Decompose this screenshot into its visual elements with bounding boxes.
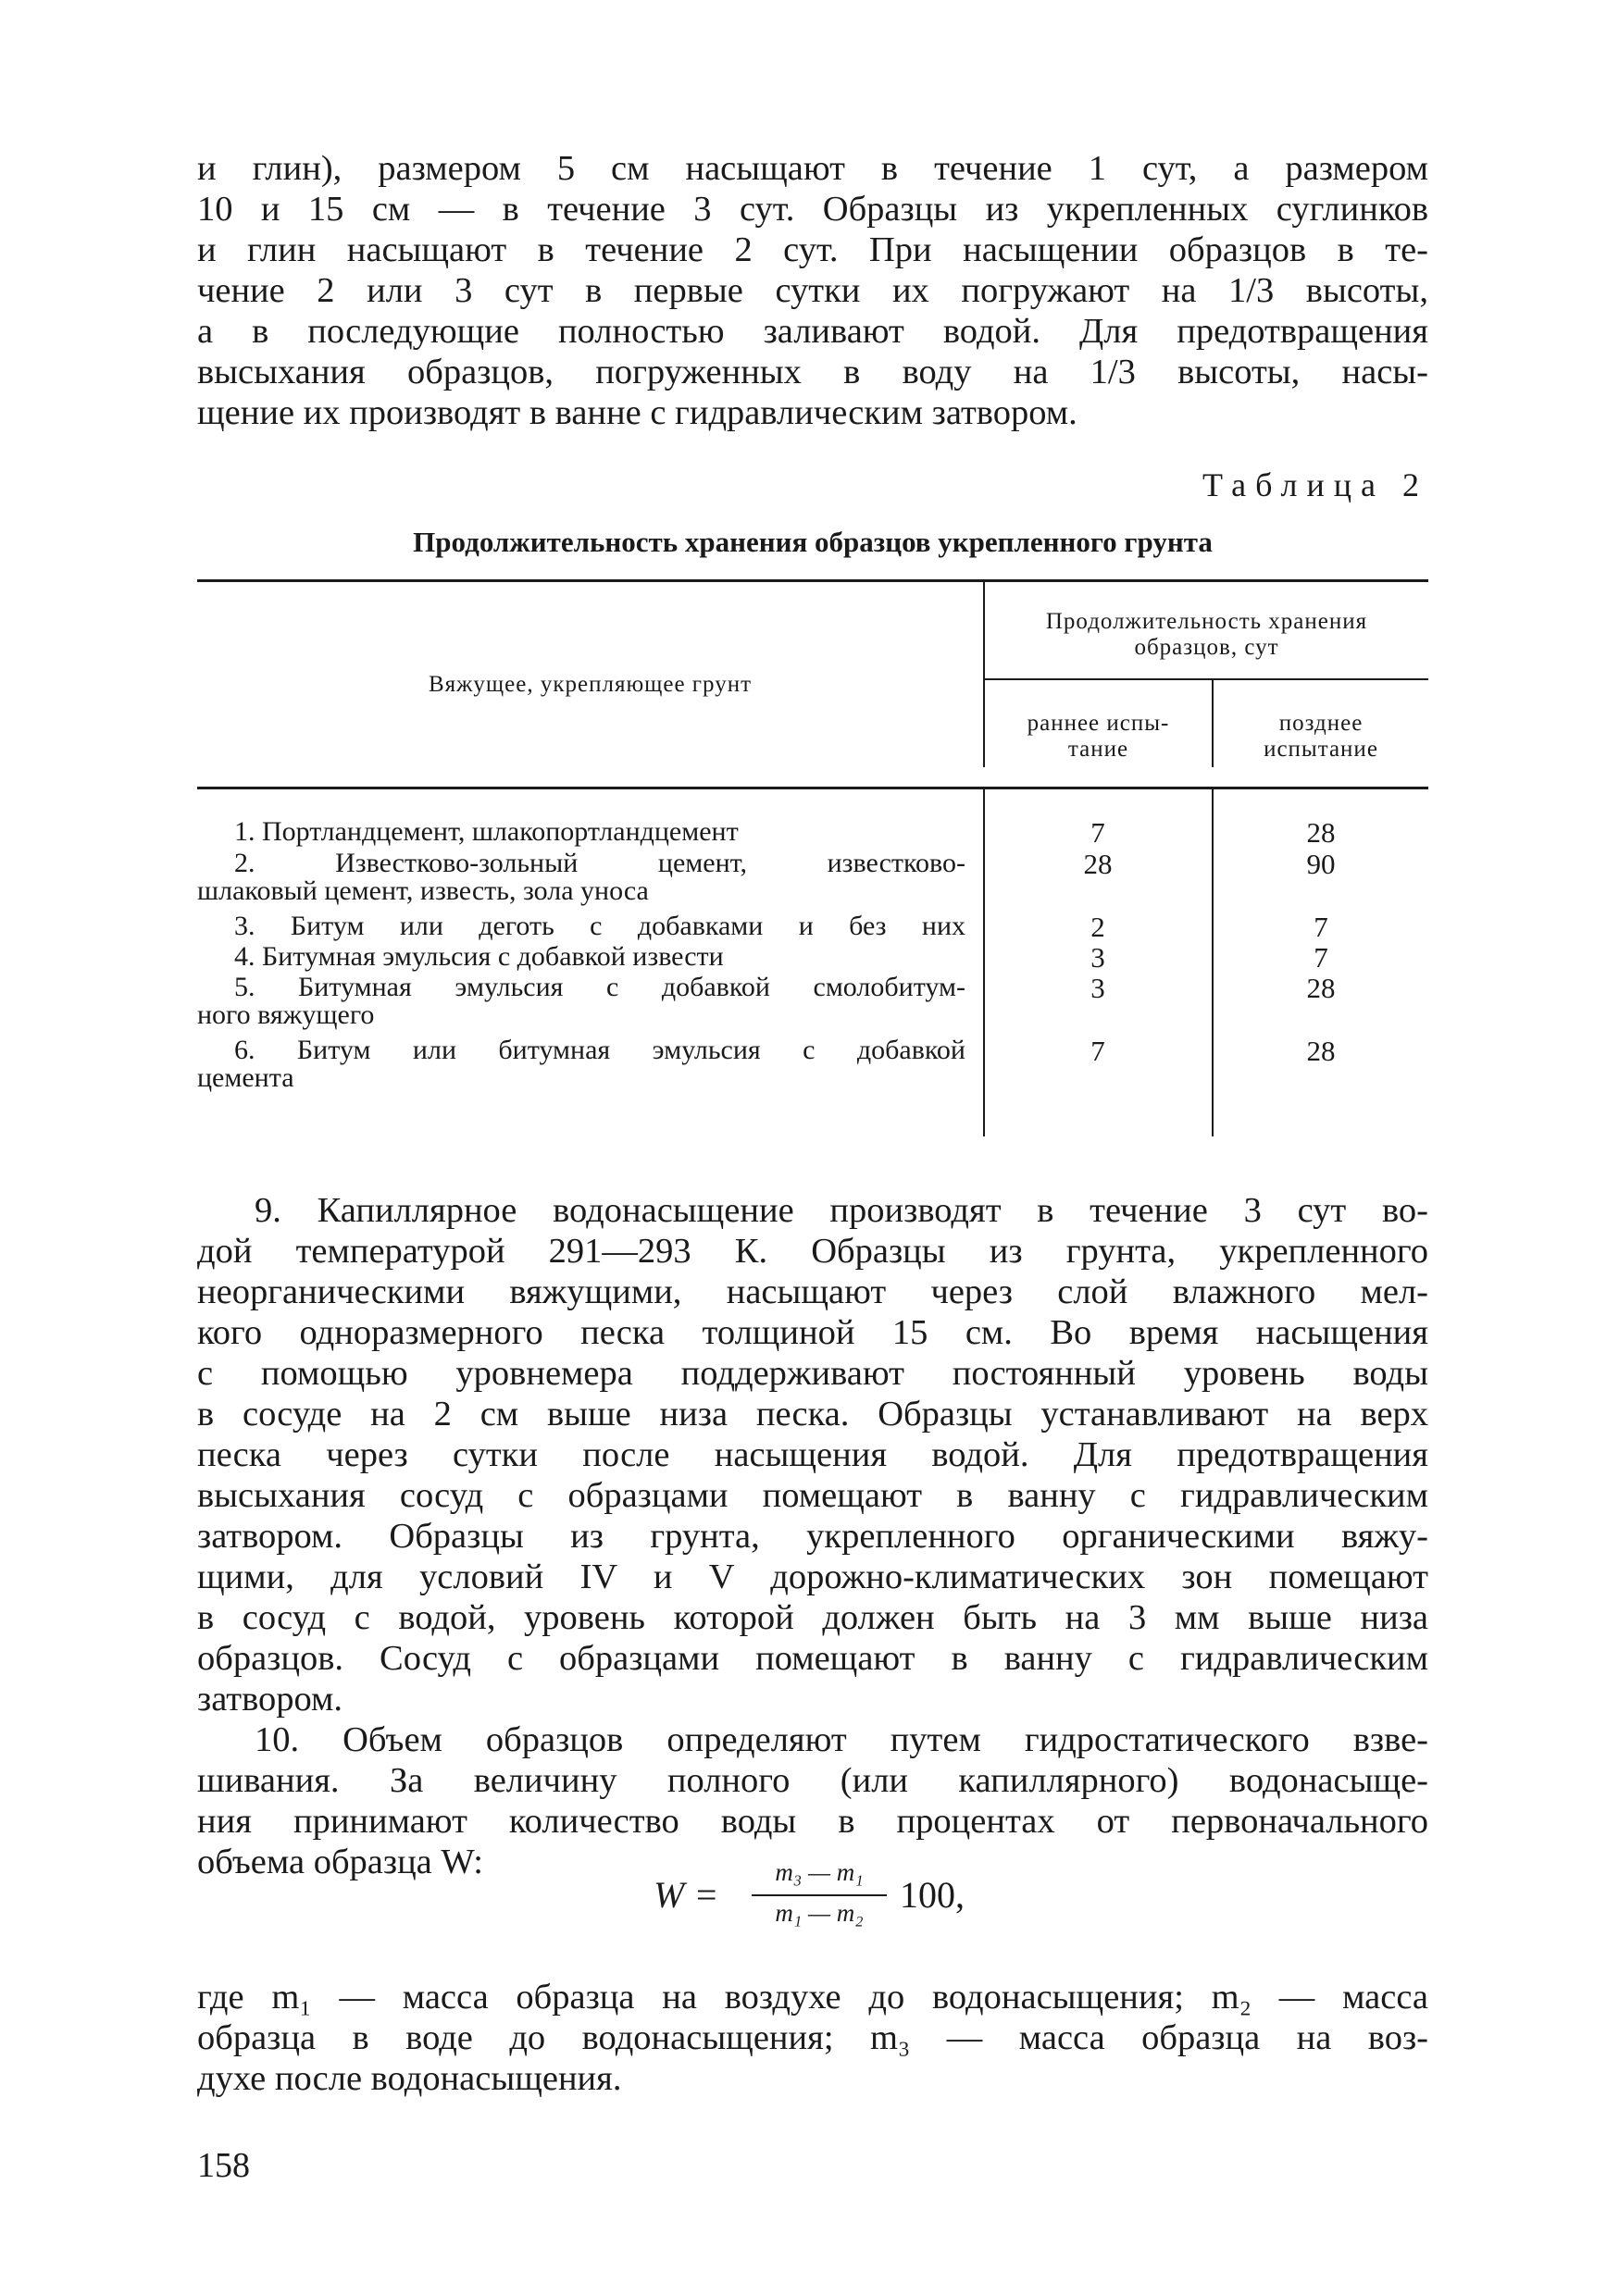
header-duration xyxy=(985,609,1428,661)
paragraph-definitions xyxy=(197,1977,1428,2099)
page-number: 158 xyxy=(197,2146,250,2185)
cell-early: 2 xyxy=(1090,911,1105,943)
cell-late: 90 xyxy=(1306,848,1336,880)
formula-numerator: m₃ — m₁ xyxy=(775,1858,864,1886)
header-late xyxy=(1214,711,1428,763)
cell-late: 28 xyxy=(1306,816,1336,849)
text-line: 9. Капиллярное водонасыщение производят в течение 3 сут во- xyxy=(255,1191,1428,1230)
text-line: духе после водонасыщения. xyxy=(197,2059,622,2098)
table-row-label xyxy=(197,850,965,905)
cell-late: 7 xyxy=(1314,911,1328,943)
text-line: в сосуд с водой, уровень которой должен быть на 3 мм выше низа xyxy=(197,1598,1428,1637)
text-line: кого одноразмерного песка толщиной 15 см. Во время насыщения xyxy=(197,1313,1428,1352)
table-row-label xyxy=(197,912,965,940)
table-top-rule xyxy=(197,579,1428,582)
paragraph-intro xyxy=(197,148,1428,433)
cell-late: 28 xyxy=(1306,1035,1336,1067)
row-line: 4. Битумная эмульсия с добавкой извести xyxy=(234,941,724,972)
text-line: неорганическими вяжущими, насыщают через слой влажного мел- xyxy=(197,1272,1428,1311)
table-title: Продолжительность хранения образцов укрепленного грунта xyxy=(413,526,1213,558)
cell-late: 7 xyxy=(1314,941,1328,974)
row-line: 1. Портландцемент, шлакопортландцемент xyxy=(234,816,739,847)
header-early xyxy=(985,711,1212,763)
text-line: где m₁ — масса образца на воздухе до водонасыщения; m₂ — масса xyxy=(197,1978,1428,2017)
text-line: 10 и 15 см — в течение 3 сут. Образцы из укрепленных суглинков xyxy=(197,190,1428,229)
row-line: 5. Битумная эмульсия с добавкой смолобитум- xyxy=(234,972,965,1002)
header-late-line: испытание xyxy=(1264,737,1378,762)
header-late-line: позднее xyxy=(1278,711,1364,736)
text-line: щими, для условий IV и V дорожно-климатических зон помещают xyxy=(197,1558,1428,1596)
text-line: песка через сутки после насыщения водой. Для предотвращения xyxy=(197,1435,1428,1474)
row-line: шлаковый цемент, известь, зола уноса xyxy=(197,875,649,906)
table-header-rule xyxy=(197,787,1428,789)
fraction-bar xyxy=(752,1894,887,1896)
text-line: 10. Объем образцов определяют путем гидростатического взве- xyxy=(255,1720,1428,1759)
text-line: образцов. Сосуд с образцами помещают в ванну с гидравлическим xyxy=(197,1639,1428,1678)
text-line: высыхания сосуд с образцами помещают в ванну с гидравлическим xyxy=(197,1476,1428,1515)
cell-early: 28 xyxy=(1083,848,1113,880)
text-line: ния принимают количество воды в процентах от первоначального xyxy=(197,1802,1428,1841)
text-line: шивания. За величину полного (или капиллярного) водонасыще- xyxy=(197,1761,1428,1800)
cell-early: 3 xyxy=(1090,972,1105,1004)
table-body-divider xyxy=(983,789,985,1136)
text-line: затвором. xyxy=(197,1680,343,1719)
row-line: 2. Известково-зольный цемент, известково- xyxy=(234,848,965,878)
text-line: и глин насыщают в течение 2 сут. При насыщении образцов в те- xyxy=(197,230,1428,269)
text-line: в сосуде на 2 см выше низа песка. Образцы устанавливают на верх xyxy=(197,1395,1428,1433)
text-line: образца в воде до водонасыщения; m₃ — масса образца на воз- xyxy=(197,2018,1428,2057)
header-binder: Вяжущее, укрепляющее грунт xyxy=(428,672,753,697)
table-row-label xyxy=(197,943,965,971)
header-duration-line: Продолжительность хранения xyxy=(1045,609,1368,634)
table-row-label xyxy=(197,974,965,1029)
table-label: Таблица 2 xyxy=(1202,466,1428,503)
row-line: ного вяжущего xyxy=(197,999,375,1030)
cell-early: 7 xyxy=(1090,1035,1105,1067)
row-line: 6. Битум или битумная эмульсия с добавкой xyxy=(234,1035,965,1065)
text-line: затвором. Образцы из грунта, укрепленного органическими вяжу- xyxy=(197,1517,1428,1556)
row-line: 3. Битум или деготь с добавками и без них xyxy=(234,911,965,941)
text-line: щение их производят в ванне с гидравлическим затвором. xyxy=(197,393,1077,432)
cell-early: 7 xyxy=(1090,816,1105,849)
header-early-line: раннее испы- xyxy=(1027,711,1170,736)
header-early-line: тание xyxy=(1067,737,1129,762)
text-line: дой температурой 291—293 К. Образцы из грунта, укрепленного xyxy=(197,1232,1428,1271)
formula-factor: 100, xyxy=(900,1874,965,1916)
cell-late: 28 xyxy=(1306,972,1336,1004)
text-line: и глин), размером 5 см насыщают в течение 1 сут, а размером xyxy=(197,149,1428,188)
table-body-subdivider xyxy=(1212,789,1214,1136)
text-line: а в последующие полностью заливают водой. Для предотвращения xyxy=(197,312,1428,351)
formula-denominator: m₁ — m₂ xyxy=(775,1899,864,1927)
text-line: высыхания образцов, погруженных в воду на 1/3 высоты, насы- xyxy=(197,353,1428,391)
formula-lhs: W = xyxy=(654,1874,719,1916)
text-line: с помощью уровнемера поддерживают постоянный уровень воды xyxy=(197,1354,1428,1393)
table-subheader-rule xyxy=(983,678,1428,680)
row-line: цемента xyxy=(197,1062,294,1093)
table-row-label xyxy=(197,1036,965,1092)
cell-early: 3 xyxy=(1090,941,1105,974)
header-duration-line: образцов, сут xyxy=(1134,635,1279,660)
text-line: объема образца W: xyxy=(197,1843,483,1881)
table-row-label xyxy=(197,818,965,846)
paragraph-9 xyxy=(197,1190,1428,1719)
text-line: чение 2 или 3 сут в первые сутки их погружают на 1/3 высоты, xyxy=(197,271,1428,310)
